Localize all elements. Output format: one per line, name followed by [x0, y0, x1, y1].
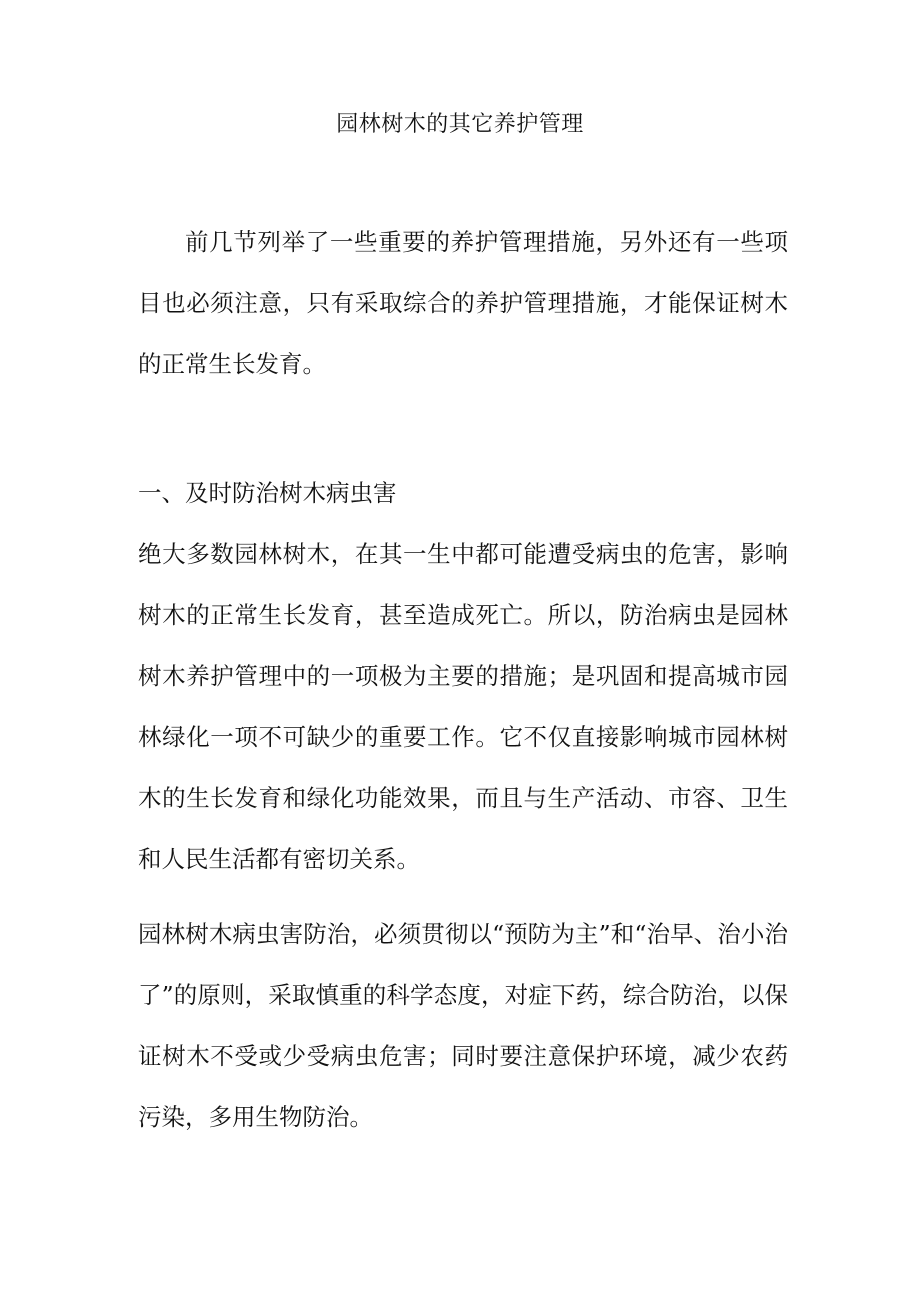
document-title: 园林树木的其它养护管理	[336, 112, 584, 137]
intro-paragraph: 前几节列举了一些重要的养护管理措施，另外还有一些项目也必须注意，只有采取综合的养护管理措施，才能保证树木的正常生长发育。	[138, 228, 788, 378]
section-paragraph-2: 园林树木病虫害防治，必须贯彻以“预防为主”和“治早、治小治了”的原则，采取慎重的科学态度，对症下药，综合防治，以保证树木不受或少受病虫危害；同时要注意保护环境，减少农药污染，多用生物防治。	[138, 920, 788, 1131]
section-heading: 一、及时防治树木病虫害	[138, 479, 397, 507]
section-paragraph-1: 绝大多数园林树木，在其一生中都可能遭受病虫的危害，影响树木的正常生长发育，甚至造成死亡。所以，防治病虫是园林树木养护管理中的一项极为主要的措施；是巩固和提高城市园林绿化一项不可缺少的重要工作。它不仅直接影响城市园林树木的生长发育和绿化功能效果，而且与生产活动、市容、卫生和人民生活都有密切关系。	[138, 540, 788, 873]
